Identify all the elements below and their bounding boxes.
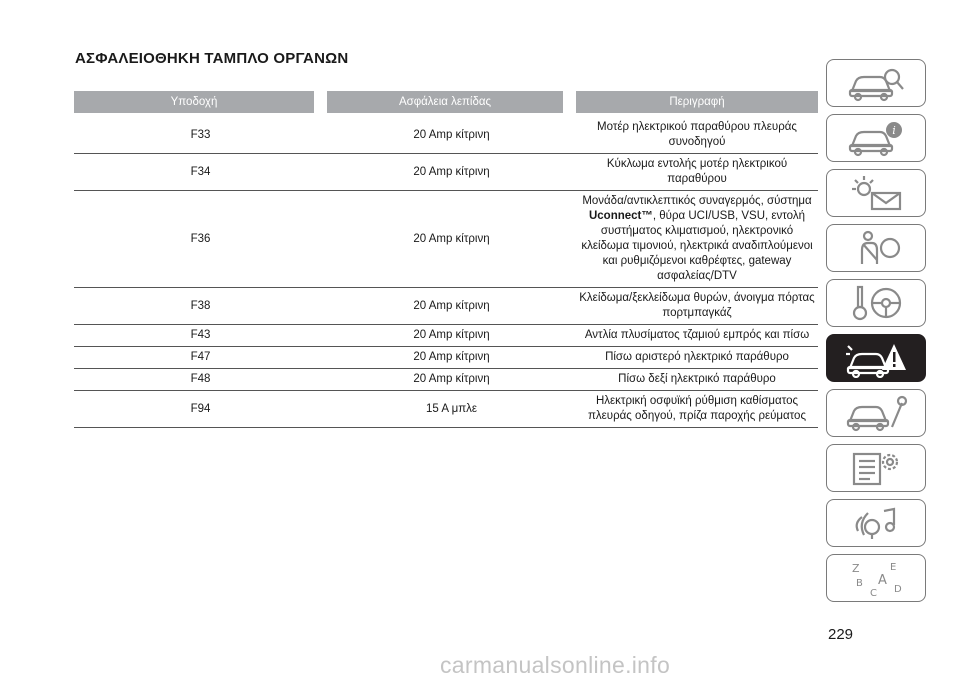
description-text: Μονάδα/αντικλεπτικός συναγερμός, σύστημα <box>582 195 812 207</box>
fuse-table <box>74 91 818 428</box>
fuse-cell: 20 Amp κίτρινη <box>413 165 490 178</box>
tab-emergency[interactable] <box>826 334 926 382</box>
airbag-seatbelt-icon <box>844 228 908 268</box>
svg-text:B: B <box>856 578 863 589</box>
svg-text:E: E <box>890 562 897 573</box>
header-description: Περιγραφή <box>576 91 818 113</box>
slot-cell: F48 <box>190 373 211 385</box>
description-cell: Αντλία πλυσίματος τζαμιού εμπρός και πίσω <box>584 329 810 341</box>
slot-cell: F38 <box>190 299 211 312</box>
tab-car-info[interactable] <box>826 114 926 162</box>
fuse-cell: 15 A μπλε <box>425 402 478 415</box>
table-row <box>74 391 818 428</box>
table-header <box>74 91 818 113</box>
tab-warning-lights[interactable] <box>826 169 926 217</box>
slot-cell: F47 <box>190 351 211 363</box>
svg-text:Z: Z <box>852 562 860 575</box>
table-row <box>74 369 818 391</box>
slot-cell: F34 <box>190 165 211 178</box>
warning-lights-mail-icon <box>844 173 908 213</box>
tab-index[interactable] <box>826 554 926 602</box>
fuse-cell: 20 Amp κίτρινη <box>413 232 490 245</box>
watermark: carmanualsonline.info <box>440 652 671 678</box>
description-text: , θύρα UCI/USB, VSU, εντολή συστήματος κλιματισμού, ηλεκτρονικό κλείδωμα τιμονιού, ηλεκτρικά αναδιπλούμενοι και ρυθμιζόμενοι καθρέφτες, gateway ασφαλείας/DTV <box>581 210 813 282</box>
description-cell: Πίσω αριστερό ηλεκτρικό παράθυρο <box>605 351 789 363</box>
slot-cell: F36 <box>190 232 211 245</box>
slot-cell: F94 <box>190 402 211 415</box>
table-row <box>74 154 818 191</box>
table-row <box>74 288 818 325</box>
tab-multimedia[interactable] <box>826 499 926 547</box>
car-info-icon <box>844 118 908 158</box>
tab-safety[interactable] <box>826 224 926 272</box>
tab-starting-driving[interactable] <box>826 279 926 327</box>
fuse-cell: 20 Amp κίτρινη <box>413 329 490 341</box>
table-row <box>74 191 818 288</box>
description-cell <box>576 191 818 287</box>
header-fuse: Ασφάλεια λεπίδας <box>327 91 563 113</box>
table-row <box>74 325 818 347</box>
svg-text:A: A <box>878 573 887 588</box>
description-cell: Πίσω δεξί ηλεκτρικό παράθυρο <box>618 373 776 385</box>
tab-technical-data[interactable] <box>826 444 926 492</box>
description-cell: Μοτέρ ηλεκτρικού παραθύρου πλευράς συνοδηγού <box>597 121 797 148</box>
car-emergency-icon <box>844 338 908 378</box>
alphabetical-index-icon <box>844 558 908 598</box>
description-cell: Κύκλωμα εντολής μοτέρ ηλεκτρικού παραθύρου <box>606 158 788 185</box>
multimedia-icon <box>844 503 908 543</box>
svg-text:D: D <box>894 584 902 595</box>
fuse-cell: 20 Amp κίτρινη <box>413 373 490 385</box>
uconnect-brand: Uconnect™ <box>588 210 653 222</box>
header-slot: Υποδοχή <box>74 91 314 113</box>
fuse-cell: 20 Amp κίτρινη <box>413 299 490 312</box>
chapter-tabs <box>826 59 928 609</box>
car-service-icon <box>844 393 908 433</box>
description-cell: Ηλεκτρική οσφυϊκή ρύθμιση καθίσματος πλευράς οδηγού, πρίζα παροχής ρεύματος <box>588 395 806 422</box>
fuse-cell: 20 Amp κίτρινη <box>413 351 490 363</box>
tab-car-search[interactable] <box>826 59 926 107</box>
car-search-icon <box>844 63 908 103</box>
page-title: ΑΣΦΑΛΕΙΟΘΗΚΗ ΤΑΜΠΛΟ ΟΡΓΑΝΩΝ <box>75 50 349 67</box>
table-row <box>74 117 818 154</box>
specifications-gear-icon <box>844 448 908 488</box>
slot-cell: F43 <box>190 329 211 341</box>
page-number: 229 <box>828 626 854 643</box>
description-cell: Κλείδωμα/ξεκλείδωμα θυρών, άνοιγμα πόρτας πορτμπαγκάζ <box>579 292 815 319</box>
svg-text:i: i <box>892 124 896 137</box>
tab-maintenance[interactable] <box>826 389 926 437</box>
svg-text:C: C <box>870 588 877 598</box>
key-steering-wheel-icon <box>844 283 908 323</box>
slot-cell: F33 <box>190 128 211 141</box>
fuse-cell: 20 Amp κίτρινη <box>413 128 490 141</box>
table-row <box>74 347 818 369</box>
